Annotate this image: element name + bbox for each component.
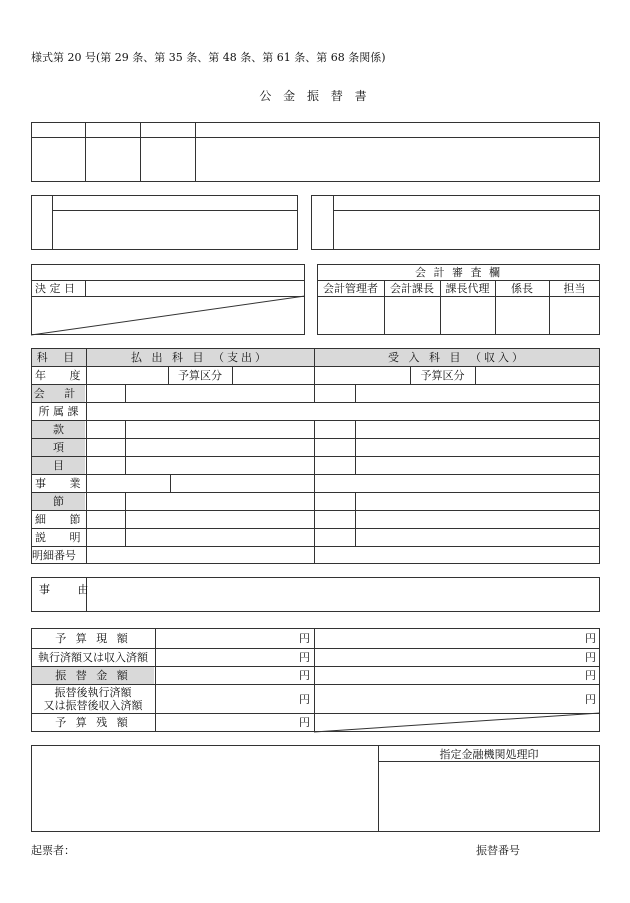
audit-col-3: 課長代理: [445, 282, 490, 295]
reason-label: 事 由: [39, 583, 101, 596]
unit-yen: 円: [299, 716, 310, 729]
audit-col-1: 会計管理者: [323, 282, 378, 295]
receipt-subject-header: 受 入 科 目 （収入）: [388, 351, 526, 364]
row-label-explanation: 説 明: [35, 531, 91, 544]
amount-label-after-1: 振替後執行済額: [54, 686, 132, 699]
row-label-setsu: 節: [53, 495, 64, 508]
payment-subject-header: 払 出 科 目 （支出）: [131, 351, 269, 364]
subject-kamoku-label: 科 目: [36, 351, 81, 364]
row-label-year: 年 度: [35, 369, 91, 382]
amount-label-budget: 予 算 現 額: [55, 632, 131, 645]
payment-budget-class: 予算区分: [178, 369, 222, 382]
receipt-budget-class: 予算区分: [420, 369, 465, 382]
amount-label-after-2: 又は振替後収入済額: [43, 699, 143, 712]
row-label-moku: 目: [53, 459, 64, 472]
amount-label-remaining: 予 算 残 額: [55, 716, 131, 729]
audit-title: 会 計 審 査 欄: [415, 266, 502, 279]
row-label-saisetsu: 細 節: [35, 513, 91, 526]
bank-stamp-label: 指定金融機関処理印: [439, 748, 539, 761]
unit-yen: 円: [585, 632, 596, 645]
amount-diagonal: [314, 713, 600, 732]
decision-date-label: 決 定 日: [35, 282, 75, 295]
reason-box: [31, 577, 600, 612]
unit-yen: 円: [299, 632, 310, 645]
transfer-number-label: 振替番号: [476, 844, 520, 857]
right-info-box: [311, 195, 600, 250]
row-label-department: 所 属 課: [38, 405, 79, 418]
amount-label-executed: 執行済額又は収入済額: [38, 651, 148, 664]
unit-yen: 円: [299, 651, 310, 664]
unit-yen: 円: [585, 651, 596, 664]
left-info-box: [31, 195, 298, 250]
audit-col-5: 担当: [563, 282, 586, 295]
row-label-kaikei: 会 計: [33, 387, 84, 400]
drafter-label: 起票者：: [31, 844, 75, 857]
decision-diagonal: [31, 296, 305, 335]
unit-yen: 円: [299, 669, 310, 682]
amount-label-transfer: 振 替 金 額: [55, 669, 131, 682]
page-title: 公 金 振 替 書: [259, 89, 371, 103]
unit-yen: 円: [585, 669, 596, 682]
unit-yen: 円: [299, 693, 310, 706]
row-label-detail-number: 明細番号: [32, 549, 76, 562]
audit-col-4: 係長: [511, 282, 533, 295]
form-number: 様式第 20 号(第 29 条、第 35 条、第 48 条、第 61 条、第 68 条関係): [31, 51, 386, 64]
audit-col-2: 会計課長: [390, 282, 434, 295]
row-label-kou: 項: [53, 441, 64, 454]
top-grid: [31, 122, 600, 182]
row-label-project: 事 業: [35, 477, 91, 490]
row-label-kan: 款: [53, 423, 64, 436]
unit-yen: 円: [585, 693, 596, 706]
